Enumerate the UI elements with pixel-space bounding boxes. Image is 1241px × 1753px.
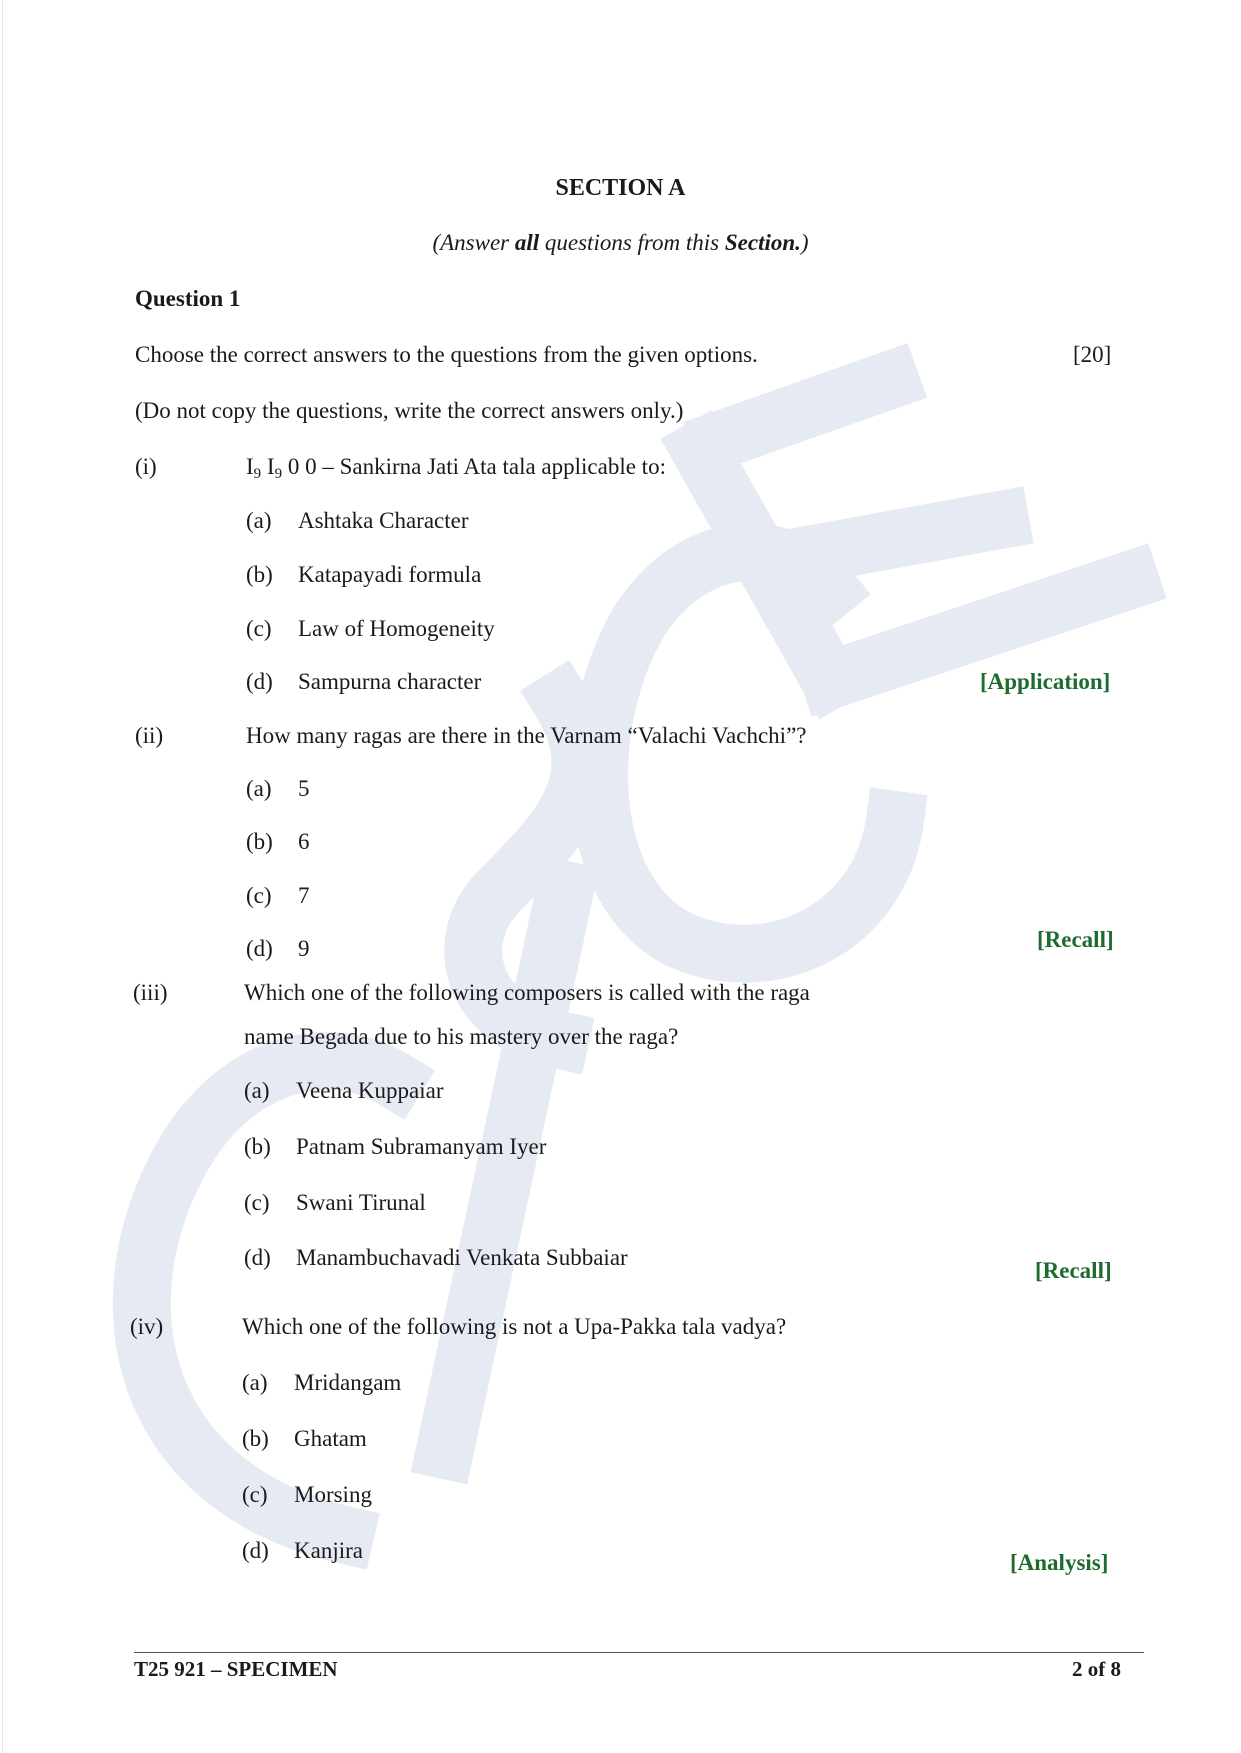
item-text: $I_9$ $I_9$ 0 0 – Sankirna Jati Ata tala applicable to: — [246, 454, 666, 482]
option-text: Law of Homogeneity — [298, 616, 495, 641]
option-label: (b) — [246, 562, 273, 587]
option-text: Veena Kuppaiar — [296, 1078, 444, 1103]
option-label: (c) — [246, 616, 272, 641]
option-label: (c) — [244, 1190, 270, 1215]
item-number: (iii) — [133, 980, 168, 1005]
option-text: 6 — [298, 829, 310, 854]
option-label: (b) — [242, 1426, 269, 1451]
question-marks: [20] — [1073, 342, 1112, 367]
option-text: 7 — [298, 883, 310, 908]
question-prompt: Choose the correct answers to the questions from the given options. — [135, 342, 758, 367]
cognitive-tag: [Recall] — [1035, 1258, 1112, 1283]
option-label: (b) — [244, 1134, 271, 1159]
item-text: How many ragas are there in the Varnam “Valachi Vachchi”? — [246, 723, 807, 748]
item-text-line1: Which one of the following composers is called with the raga — [244, 980, 810, 1005]
option-label: (d) — [242, 1538, 269, 1563]
section-instruction: (Answer all questions from this Section.) — [432, 230, 809, 255]
item-text-line2: name Begada due to his mastery over the raga? — [244, 1024, 679, 1049]
option-text: Manambuchavadi Venkata Subbaiar — [296, 1245, 628, 1270]
option-label: (d) — [244, 1245, 271, 1270]
option-text: Swani Tirunal — [296, 1190, 426, 1215]
item-text: Which one of the following is not a Upa-Pakka tala vadya? — [242, 1314, 787, 1339]
page-edge — [2, 0, 3, 1753]
footer-divider — [134, 1652, 1144, 1653]
option-text: Sampurna character — [298, 669, 482, 694]
option-text: 9 — [298, 936, 310, 961]
option-label: (a) — [246, 776, 272, 801]
option-label: (c) — [242, 1482, 268, 1507]
option-text: Mridangam — [294, 1370, 402, 1395]
option-label: (a) — [242, 1370, 268, 1395]
option-text: Patnam Subramanyam Iyer — [296, 1134, 547, 1159]
question-title: Question 1 — [135, 286, 241, 311]
option-label: (d) — [246, 936, 273, 961]
item-number: (i) — [135, 454, 157, 479]
option-text: Kanjira — [294, 1538, 363, 1563]
item-number: (iv) — [130, 1314, 164, 1339]
option-label: (c) — [246, 883, 272, 908]
section-title: SECTION A — [555, 175, 686, 201]
option-text: Katapayadi formula — [298, 562, 482, 587]
option-text: Morsing — [294, 1482, 372, 1507]
footer-code: T25 921 – SPECIMEN — [134, 1657, 338, 1681]
option-text: Ashtaka Character — [298, 508, 469, 533]
option-text: Ghatam — [294, 1426, 367, 1451]
item-number: (ii) — [135, 723, 164, 748]
option-text: 5 — [298, 776, 310, 801]
option-label: (d) — [246, 669, 273, 694]
option-label: (a) — [244, 1078, 270, 1103]
cognitive-tag: [Recall] — [1037, 927, 1114, 952]
footer-page-number: 2 of 8 — [1072, 1657, 1121, 1681]
option-label: (a) — [246, 508, 272, 533]
option-label: (b) — [246, 829, 273, 854]
question-note: (Do not copy the questions, write the correct answers only.) — [135, 398, 684, 423]
cognitive-tag: [Application] — [980, 669, 1111, 694]
cognitive-tag: [Analysis] — [1010, 1550, 1109, 1575]
